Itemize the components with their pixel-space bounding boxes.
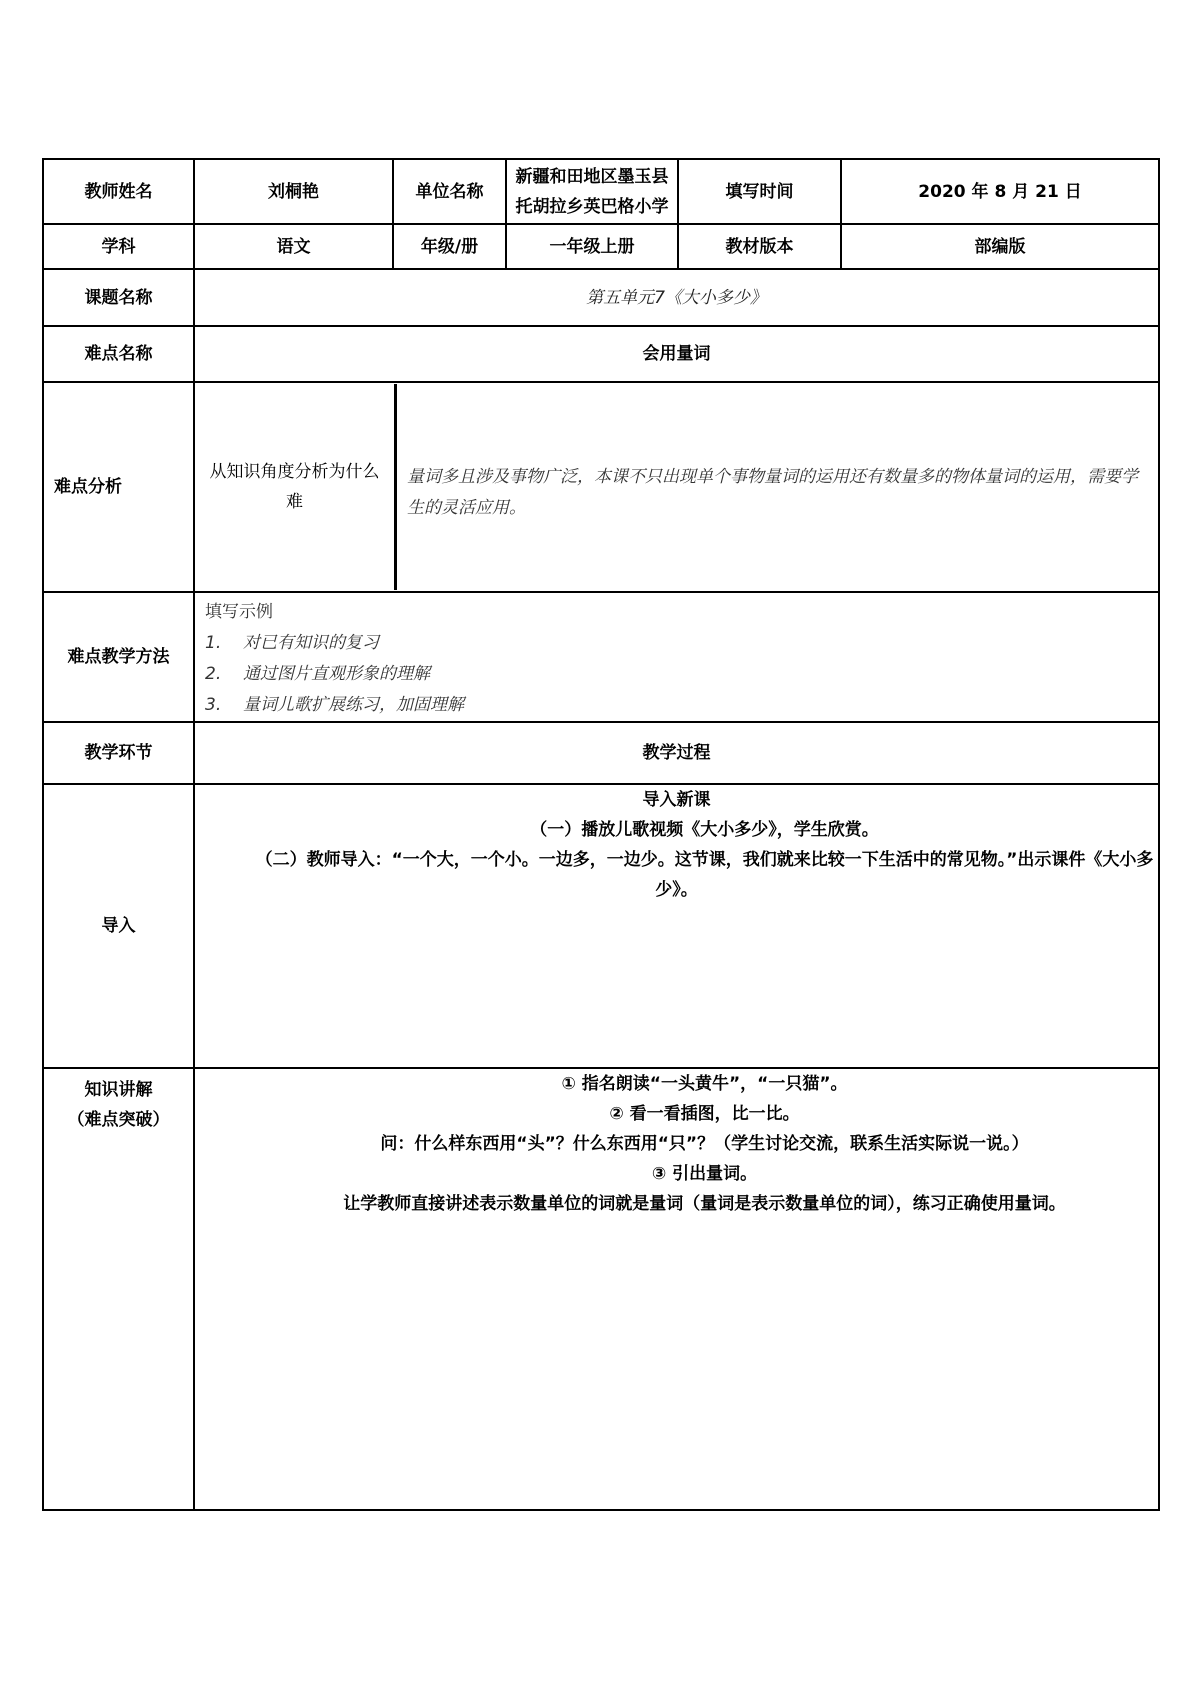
knowledge-paragraph: ② 看一看插图，比一比。	[609, 1104, 800, 1124]
method-intro: 填写示例	[205, 602, 273, 622]
subject-label: 学科	[43, 224, 194, 269]
teacher-label: 教师姓名	[43, 159, 194, 224]
edition-label: 教材版本	[678, 224, 841, 269]
difficulty-row	[43, 326, 1159, 382]
analysis-label: 难点分析	[43, 382, 194, 592]
knowledge-paragraph: 让学教师直接讲述表示数量单位的词就是量词（量词是表示数量单位的词），练习正确使用量词。	[343, 1194, 1066, 1214]
intro-content	[194, 784, 1159, 1068]
knowledge-label-line-2: （难点突破）	[67, 1110, 170, 1130]
analysis-answer: 量词多且涉及事物广泛，本课不只出现单个事物量词的运用还有数量多的物体量词的运用，需要学生的灵活应用。	[407, 467, 1138, 518]
method-item: 3. 量词儿歌扩展练习，加固理解	[205, 695, 464, 715]
analysis-content	[194, 382, 1159, 592]
knowledge-row	[43, 1068, 1159, 1510]
date-label: 填写时间	[678, 159, 841, 224]
date-value: 2020 年 8 月 21 日	[841, 159, 1159, 224]
intro-heading: 导入新课	[642, 790, 711, 810]
intro-paragraph: （二）教师导入：“一个大，一个小。一边多，一边少。这节课，我们就来比较一下生活中的常见物。”出示课件《大小多少》。	[255, 850, 1154, 900]
process-header-row	[43, 722, 1159, 784]
info-row-2	[43, 224, 1159, 269]
unit-line-1: 新疆和田地区墨玉县	[515, 166, 669, 187]
method-row	[43, 592, 1159, 722]
unit-line-2: 托胡拉乡英巴格小学	[515, 196, 669, 217]
topic-value: 第五单元7《大小多少》	[194, 269, 1159, 326]
edition-value: 部编版	[841, 224, 1159, 269]
knowledge-paragraph: ① 指名朗读“一头黄牛”，“一只猫”。	[561, 1074, 848, 1094]
method-label: 难点教学方法	[43, 592, 194, 722]
knowledge-content	[194, 1068, 1159, 1510]
process-stage-label: 教学环节	[43, 722, 194, 784]
method-content	[194, 592, 1159, 722]
method-item: 1. 对已有知识的复习	[205, 633, 379, 653]
teacher-value: 刘桐艳	[194, 159, 393, 224]
info-row-1	[43, 159, 1159, 224]
knowledge-paragraph: 问：什么样东西用“头”？什么东西用“只”？（学生讨论交流，联系生活实际说一说。）	[380, 1134, 1029, 1154]
topic-label: 课题名称	[43, 269, 194, 326]
process-title: 教学过程	[194, 722, 1159, 784]
method-item: 2. 通过图片直观形象的理解	[205, 664, 430, 684]
grade-value: 一年级上册	[506, 224, 678, 269]
difficulty-value: 会用量词	[194, 326, 1159, 382]
intro-label: 导入	[43, 784, 194, 1068]
intro-paragraph: （一）播放儿歌视频《大小多少》，学生欣赏。	[530, 820, 879, 840]
knowledge-label-line-1: 知识讲解	[84, 1080, 153, 1100]
knowledge-paragraph: ③ 引出量词。	[651, 1164, 758, 1184]
intro-row	[43, 784, 1159, 1068]
topic-row	[43, 269, 1159, 326]
grade-label: 年级/册	[393, 224, 506, 269]
lesson-plan-table	[42, 158, 1160, 1511]
subject-value: 语文	[194, 224, 393, 269]
analysis-question: 从知识角度分析为什么难	[195, 384, 397, 590]
analysis-row	[43, 382, 1159, 592]
unit-label: 单位名称	[393, 159, 506, 224]
knowledge-label	[43, 1068, 194, 1510]
unit-value	[506, 159, 678, 224]
difficulty-label: 难点名称	[43, 326, 194, 382]
